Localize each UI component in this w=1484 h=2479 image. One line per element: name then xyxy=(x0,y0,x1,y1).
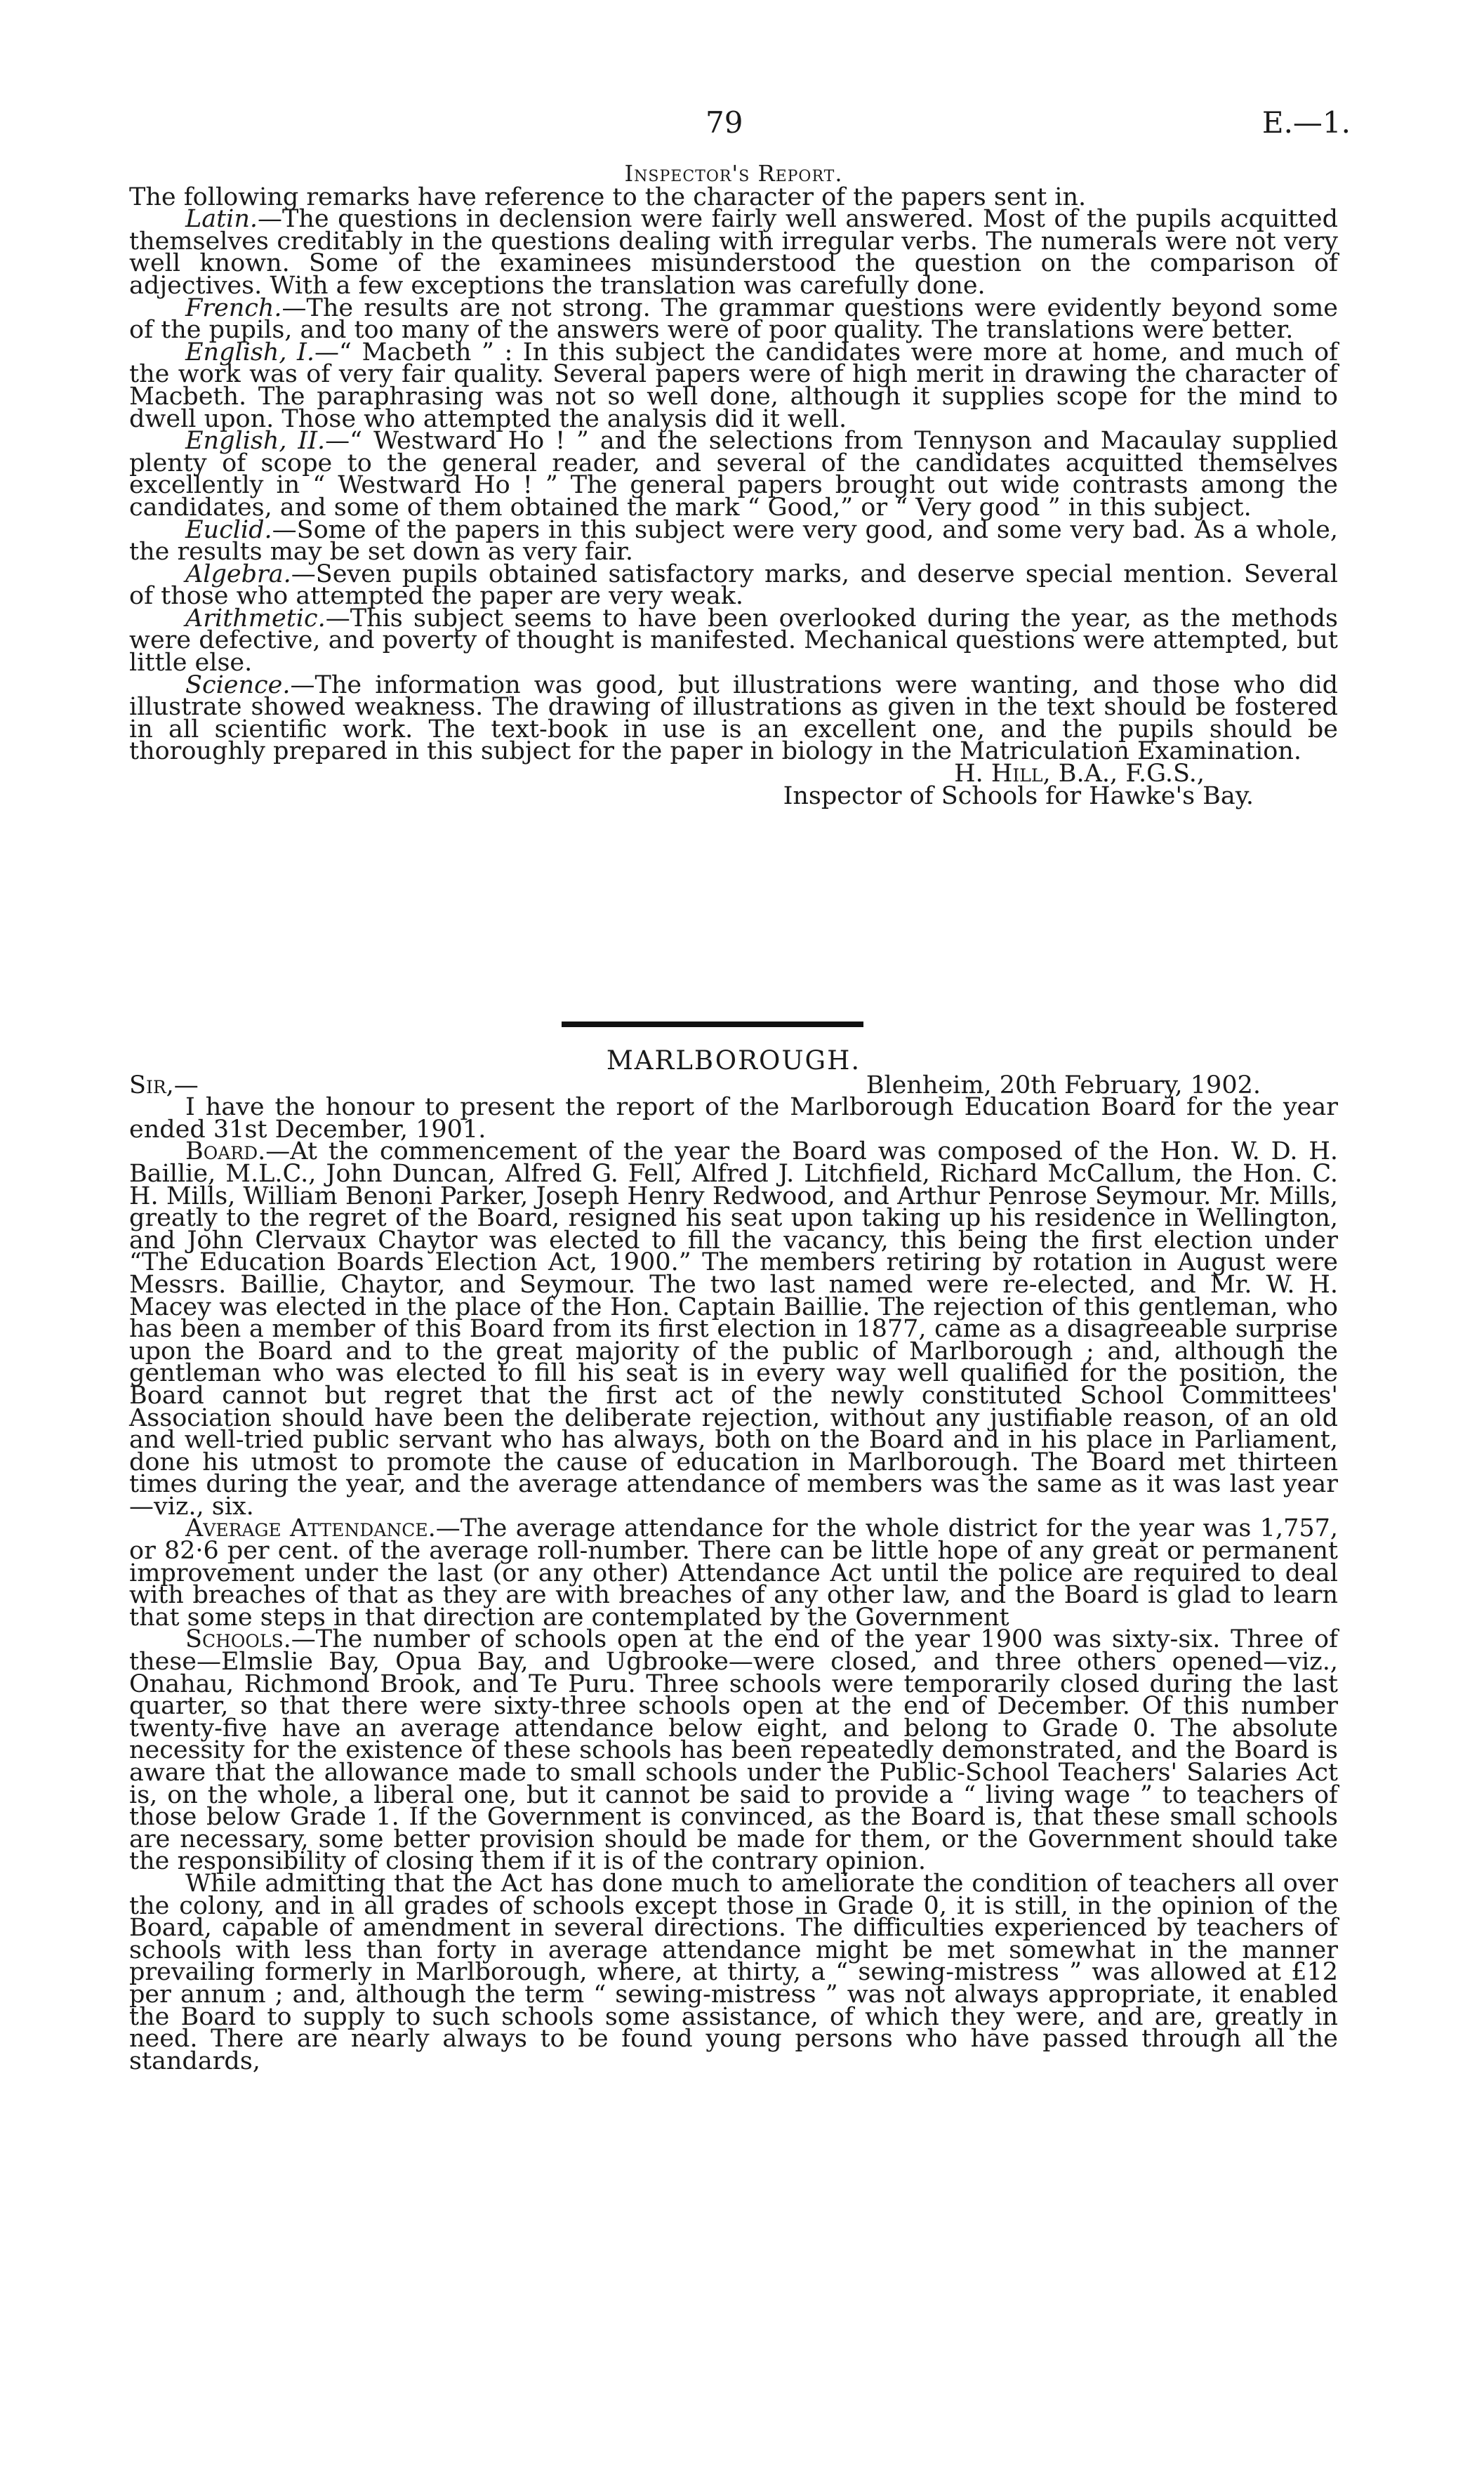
place-date: Blenheim, 20th February, 1902. xyxy=(866,1071,1261,1099)
paragraph-text: —The number of schools open at the end of the year 1900 was sixty-six. Three of these—Elmslie Bay, Opua Bay, and Ugbrooke—were closed, and three others opened—viz., Onahau, Richmond Brook, and Te Puru. Three schools were temporarily closed during the last quarter, so that there were sixty-three schools open at the end of December. Of this number twenty-five have an average attendance below eight, and belong to Grade 0. The absolute necessity for the existence of these schools has been repeatedly demonstrated, and the Board is aware that the allowance made to small schools under the Public-School Teachers' Salaries Act is, on the whole, a liberal one, but it cannot be said to provide a “ living wage ” to teachers of those below Grade 1. If the Government is convinced, as the Board is, that these small schools are necessary, some better provision should be made for them, or the Government should take the responsibility of closing them if it is of the contrary opinion. xyxy=(129,1625,1338,1876)
paragraph-latin xyxy=(129,205,1338,300)
paragraph-text: —The results are not strong. The grammar questions were evidently beyond some of the pupils, and too many of the answers were of poor quality. The translations were better. xyxy=(129,293,1338,345)
closing-paragraph: While admitting that the Act has done much to ameliorate the condition of teachers all over the colony, and in all grades of schools except those in Grade 0, it is still, in the opinion of the Board, capable of amendment in several directions. The difficulties experienced by teachers of schools with less than forty in average attendance might be met somewhat in the manner prevailing formerly in Marlborough, where, at thirty, a “ sewing-mistress ” was allowed at £12 per annum ; and, although the term “ sewing-mistress ” was not always appropriate, it enabled the Board to supply to such schools some assistance, of which they were, and are, greatly in need. There are nearly always to be found young persons who have passed through all the standards, xyxy=(129,1869,1338,2075)
paragraph-text: —At the commencement of the year the Board was composed of the Hon. W. D. H. Baillie, M.L.C., John Duncan, Alfred G. Fell, Alfred J. Litchfield, Richard McCallum, the Hon. C. H. Mills, William Benoni Parker, Joseph Henry Redwood, and Arthur Penrose Seymour. Mr. Mills, greatly to the regret of the Board, resigned his seat upon taking up his residence in Wellington, and John Clervaux Chaytor was elected to fill the vacancy, this being the first election under “The Education Boards Election Act, 1900.” The members retiring by rotation in August were Messrs. Baillie, Chaytor, and Seymour. The two last named were re-elected, and Mr. W. H. Macey was elected in the place of the Hon. Captain Baillie. The rejection of this gentleman, who has been a member of this Board from its first election in 1877, came as a disagreeable surprise upon the Board and to the great majority of the public of Marlborough ; and, although the gentleman who was elected to fill his seat is in every way well qualified for the position, the Board cannot but regret that the first act of the newly constituted School Committees' Association should have been the deliberate rejection, without any justifiable reason, of an old and well-tried public servant who has always, both on the Board and in his place in Parliament, done his utmost to promote the cause of education in Marlborough. The Board met thirteen times during the year, and the average attendance of members was the same as it was last year—viz., six. xyxy=(129,1137,1338,1521)
signature-name: H. Hill, B.A., F.G.S., xyxy=(954,760,1205,788)
paragraph-schools xyxy=(129,1625,1338,1876)
page-number: 79 xyxy=(705,105,743,140)
paragraph-science xyxy=(129,670,1338,766)
paragraph-french xyxy=(129,293,1338,345)
subject-label: Science. xyxy=(185,670,291,699)
subject-label: French. xyxy=(185,293,282,322)
subject-label: English, II. xyxy=(185,427,326,456)
marlborough-title: MARLBOROUGH. xyxy=(606,1045,861,1076)
marlborough-section xyxy=(129,1045,1338,2075)
paragraph-text: —This subject seems to have been overlooked during the year, as the methods were defective, and poverty of thought is manifested. Mechanical questions were attempted, but little else. xyxy=(129,604,1338,677)
paragraph-english-2 xyxy=(129,427,1338,522)
inspector-report-intro: The following remarks have reference to the character of the papers sent in. xyxy=(129,183,1087,211)
subject-label: English, I. xyxy=(185,338,315,366)
salutation: Sir,— xyxy=(129,1071,199,1099)
paragraph-text: —The questions in declension were fairly well answered. Most of the pupils acquitted themselves creditably in the questions dealing with irregular verbs. The numerals were not very well known. Some of the examinees misunderstood the question on the comparison of adjectives. With a few exceptions the translation was carefully done. xyxy=(129,205,1338,300)
subject-label: Latin. xyxy=(185,205,258,234)
paragraph-text: —The information was good, but illustrations were wanting, and those who did illustrate showed weakness. The drawing of illustrations as given in the text should be fostered in all scientific work. The text-book in use is an excellent one, and the pupils should be thoroughly prepared in this subject for the paper in biology in the Matriculation Examination. xyxy=(129,670,1338,766)
paragraph-english-1 xyxy=(129,338,1338,433)
section-heading: Average Attendance. xyxy=(185,1514,436,1543)
paragraph-board xyxy=(129,1137,1338,1521)
document-code: E.—1. xyxy=(1261,105,1351,140)
subject-label: Algebra. xyxy=(185,560,291,588)
paragraph-average-attendance xyxy=(129,1514,1338,1632)
paragraph-text: —Seven pupils obtained satisfactory marks, and deserve special mention. Several of those who attempted the paper are very weak. xyxy=(129,560,1338,611)
section-heading: Schools. xyxy=(185,1625,291,1654)
paragraph-text: —Some of the papers in this subject were very good, and some very bad. As a whole, the results may be set down as very fair. xyxy=(129,515,1338,567)
section-heading: Board. xyxy=(185,1137,266,1166)
paragraph-arithmetic xyxy=(129,604,1338,677)
paragraph-euclid xyxy=(129,515,1338,567)
paragraph-text: —“ Macbeth ” : In this subject the candidates were more at home, and much of the work was of very fair quality. Several papers were of high merit in drawing the character of Macbeth. The paraphrasing was not so well done, although it supplies scope for the mind to dwell upon. Those who attempted the analysis did it well. xyxy=(129,338,1338,433)
paragraph-text: —“ Westward Ho ! ” and the selections from Tennyson and Macaulay supplied plenty of scope to the general reader, and several of the candidates acquitted themselves excellently in “ Westward Ho ! ” The general papers brought out wide contrasts among the candidates, and some of them obtained the mark “ Good,” or “ Very good ” in this subject. xyxy=(129,427,1338,522)
section-divider xyxy=(562,1022,863,1027)
signature-title: Inspector of Schools for Hawke's Bay. xyxy=(783,781,1254,810)
opening-paragraph: I have the honour to present the report of the Marlborough Education Board for the year ended 31st December, 1901. xyxy=(129,1093,1338,1144)
inspector-report-title: Inspector's Report. xyxy=(624,160,843,187)
inspector-report-section xyxy=(129,160,1338,810)
subject-label: Euclid. xyxy=(185,515,272,544)
paragraph-algebra xyxy=(129,560,1338,611)
paragraph-text: —The average attendance for the whole district for the year was 1,757, or 82·6 per cent. of the average roll-number. There can be little hope of any great or permanent improvement under the last (or any other) Attendance Act until the police are required to deal with breaches of that as they are with breaches of any other law, and the Board is glad to learn that some steps in that direction are contemplated by the Government xyxy=(129,1514,1338,1632)
subject-label: Arithmetic. xyxy=(185,604,326,633)
